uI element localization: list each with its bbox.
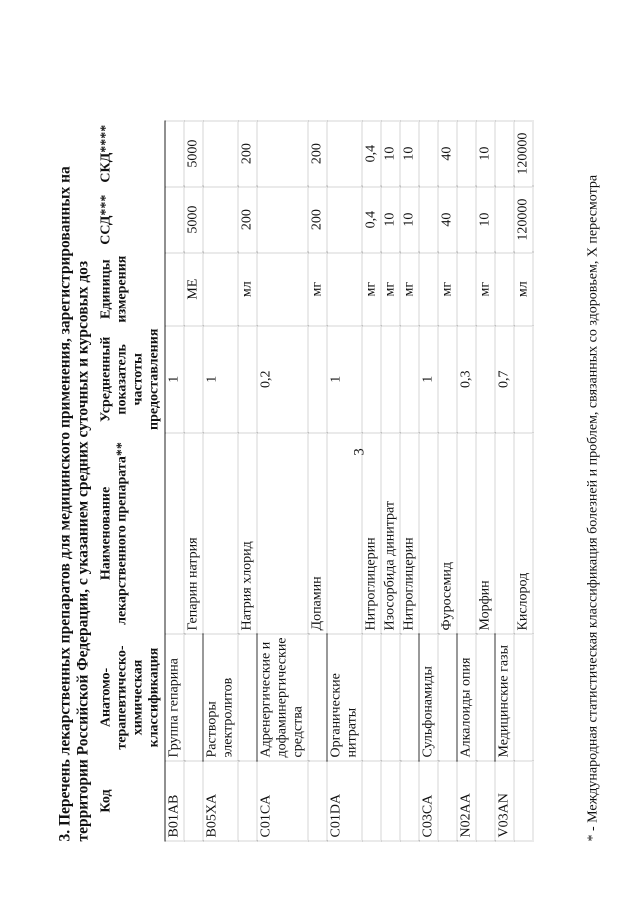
cell-frequency: 0,7: [495, 326, 514, 433]
section-title: 3. Перечень лекарственных препаратов для медицинского применения, зарегистрированных на территории Российской Федерации, с указанием средних суточных и курсовых доз: [56, 166, 91, 842]
cell-drug-name: Натрия хлорид: [238, 433, 257, 634]
table-row: [257, 121, 308, 841]
table-row: [495, 121, 514, 841]
cell-atc-class: [184, 634, 203, 761]
cell-skd: 10: [476, 121, 495, 187]
cell-drug-name: Фуросемид: [438, 433, 457, 634]
cell-skd: 120000: [514, 121, 533, 187]
cell-atc-class: Медицинские газы: [495, 634, 514, 761]
header-skd: СКД****: [96, 121, 165, 187]
cell-atc-class: [238, 634, 257, 761]
cell-frequency: [238, 326, 257, 433]
cell-ssd: 10: [476, 187, 495, 253]
cell-atc-class: Алкалоиды опия: [457, 634, 476, 761]
cell-drug-name: [495, 433, 514, 634]
cell-code: [308, 761, 327, 841]
cell-ssd: 10: [400, 187, 419, 253]
cell-frequency: 1: [327, 326, 362, 433]
table-row: [327, 121, 362, 841]
cell-ssd: 40: [438, 187, 457, 253]
cell-drug-name: [165, 433, 184, 634]
cell-drug-name: [203, 433, 238, 634]
cell-frequency: [476, 326, 495, 433]
page-number: 3: [351, 448, 368, 456]
cell-ssd: 200: [308, 187, 327, 253]
cell-atc-class: Адренергические и дофаминергические средства: [257, 634, 308, 761]
cell-atc-class: [362, 634, 381, 761]
cell-unit: мг: [476, 253, 495, 326]
cell-code: C01DA: [327, 761, 362, 841]
cell-ssd: [457, 187, 476, 253]
cell-drug-name: [327, 433, 362, 634]
cell-frequency: 0,2: [257, 326, 308, 433]
cell-skd: 40: [438, 121, 457, 187]
cell-skd: [203, 121, 238, 187]
cell-unit: мг: [438, 253, 457, 326]
table-row: [438, 121, 457, 841]
table-body: [165, 121, 533, 841]
cell-frequency: [308, 326, 327, 433]
cell-code: [238, 761, 257, 841]
cell-ssd: 10: [381, 187, 400, 253]
cell-unit: мл: [514, 253, 533, 326]
cell-code: N02AA: [457, 761, 476, 841]
cell-skd: 10: [400, 121, 419, 187]
cell-drug-name: [457, 433, 476, 634]
cell-code: C01CA: [257, 761, 308, 841]
header-ssd: ССД***: [96, 187, 165, 253]
cell-ssd: 5000: [184, 187, 203, 253]
cell-drug-name: Нитроглицерин: [400, 433, 419, 634]
cell-frequency: [362, 326, 381, 433]
cell-unit: [495, 253, 514, 326]
cell-drug-name: Гепарин натрия: [184, 433, 203, 634]
table-row: [165, 121, 184, 841]
table-row: [514, 121, 533, 841]
cell-drug-name: Кислород: [514, 433, 533, 634]
cell-atc-class: [476, 634, 495, 761]
table-row: [476, 121, 495, 841]
cell-unit: [165, 253, 184, 326]
header-code: Код: [96, 761, 165, 841]
cell-drug-name: [419, 433, 438, 634]
cell-frequency: [184, 326, 203, 433]
cell-atc-class: [308, 634, 327, 761]
table-row: [457, 121, 476, 841]
cell-drug-name: Морфин: [476, 433, 495, 634]
cell-drug-name: [257, 433, 308, 634]
cell-atc-class: Группа гепарина: [165, 634, 184, 761]
cell-unit: мг: [381, 253, 400, 326]
cell-drug-name: Нитроглицерин: [362, 433, 381, 634]
cell-code: [184, 761, 203, 841]
table-row: [381, 121, 400, 841]
cell-ssd: 200: [238, 187, 257, 253]
cell-drug-name: Изосорбида динитрат: [381, 433, 400, 634]
cell-unit: мг: [362, 253, 381, 326]
cell-atc-class: Растворы электролитов: [203, 634, 238, 761]
cell-atc-class: [438, 634, 457, 761]
cell-ssd: 120000: [514, 187, 533, 253]
cell-skd: [457, 121, 476, 187]
cell-unit: мг: [308, 253, 327, 326]
cell-unit: [457, 253, 476, 326]
cell-skd: 200: [238, 121, 257, 187]
cell-frequency: 0,3: [457, 326, 476, 433]
cell-skd: 200: [308, 121, 327, 187]
cell-unit: МЕ: [184, 253, 203, 326]
cell-frequency: 1: [419, 326, 438, 433]
cell-code: [381, 761, 400, 841]
cell-frequency: [381, 326, 400, 433]
drug-table: [96, 120, 533, 841]
cell-ssd: [419, 187, 438, 253]
table-row: [400, 121, 419, 841]
cell-code: [362, 761, 381, 841]
cell-code: C03CA: [419, 761, 438, 841]
cell-skd: 5000: [184, 121, 203, 187]
cell-atc-class: Сульфонамиды: [419, 634, 438, 761]
cell-ssd: 0,4: [362, 187, 381, 253]
cell-code: [438, 761, 457, 841]
cell-atc-class: Органические нитраты: [327, 634, 362, 761]
cell-code: [476, 761, 495, 841]
header-atc-class: Анатомо-терапевтическо-химическая классификация: [96, 634, 165, 761]
cell-skd: [327, 121, 362, 187]
cell-ssd: [495, 187, 514, 253]
table-header-row: [96, 121, 165, 841]
cell-frequency: [400, 326, 419, 433]
cell-ssd: [327, 187, 362, 253]
cell-unit: [257, 253, 308, 326]
cell-code: [514, 761, 533, 841]
cell-unit: [419, 253, 438, 326]
cell-ssd: [257, 187, 308, 253]
cell-code: B01AB: [165, 761, 184, 841]
cell-code: B05XA: [203, 761, 238, 841]
cell-skd: [165, 121, 184, 187]
footnote: * - Международная статистическая классификация болезней и проблем, связанных со здоровьем, X пересмотра: [585, 174, 600, 842]
cell-unit: мг: [400, 253, 419, 326]
cell-atc-class: [400, 634, 419, 761]
cell-ssd: [203, 187, 238, 253]
table-row: [238, 121, 257, 841]
cell-frequency: [514, 326, 533, 433]
cell-ssd: [165, 187, 184, 253]
cell-unit: мл: [238, 253, 257, 326]
header-unit: Единицы измерения: [96, 253, 165, 326]
cell-code: V03AN: [495, 761, 514, 841]
table-row: [203, 121, 238, 841]
cell-atc-class: [381, 634, 400, 761]
cell-skd: 10: [381, 121, 400, 187]
table-row: [419, 121, 438, 841]
table-row: [184, 121, 203, 841]
cell-frequency: 1: [165, 326, 184, 433]
cell-skd: [495, 121, 514, 187]
table-row: [308, 121, 327, 841]
header-frequency: Усредненный показатель частоты предоставления: [96, 326, 165, 433]
table-row: [362, 121, 381, 841]
cell-skd: [419, 121, 438, 187]
cell-code: [400, 761, 419, 841]
cell-drug-name: Допамин: [308, 433, 327, 634]
cell-frequency: [438, 326, 457, 433]
cell-atc-class: [514, 634, 533, 761]
cell-skd: [257, 121, 308, 187]
cell-frequency: 1: [203, 326, 238, 433]
cell-unit: [203, 253, 238, 326]
cell-unit: [327, 253, 362, 326]
header-drug-name: Наименование лекарственного препарата**: [96, 433, 165, 634]
cell-skd: 0,4: [362, 121, 381, 187]
